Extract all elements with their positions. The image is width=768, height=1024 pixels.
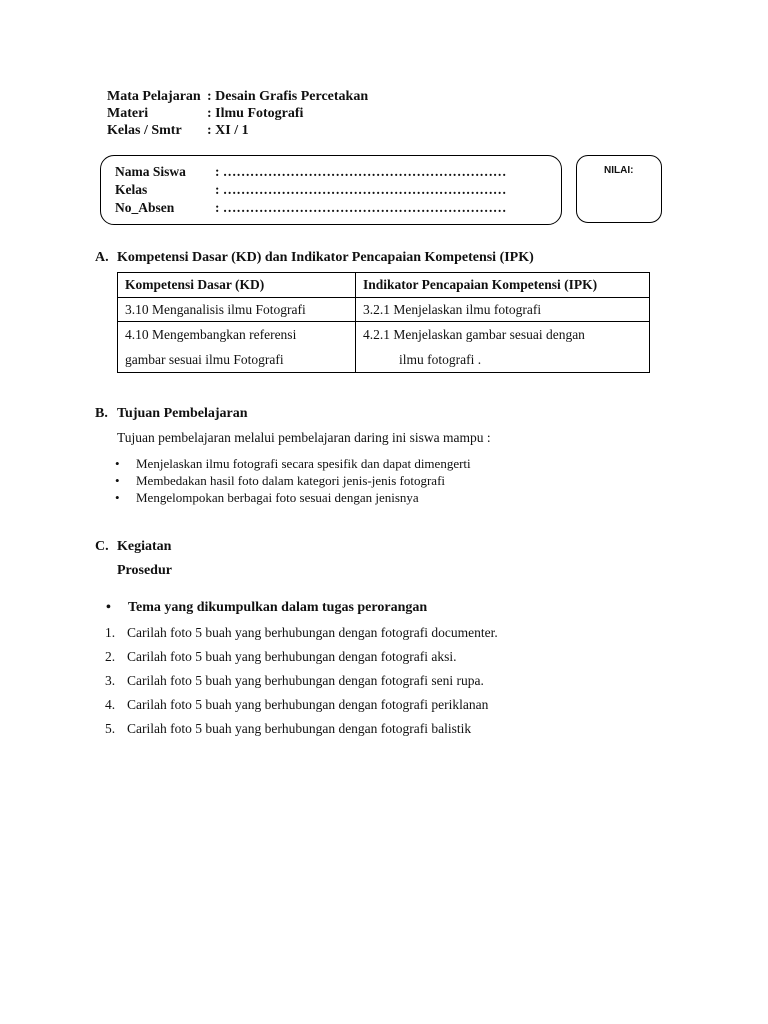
header-value: : Desain Grafis Percetakan <box>207 89 369 104</box>
header-label: Kelas / Smtr <box>107 123 182 138</box>
task-theme-text: Tema yang dikumpulkan dalam tugas perorangan <box>128 600 428 615</box>
column-header: Indikator Pencapaian Kompetensi (IPK) <box>356 273 650 298</box>
cell-line: gambar sesuai ilmu Fotografi <box>125 352 284 367</box>
table-row <box>118 298 650 322</box>
student-class-row <box>115 182 506 198</box>
student-field-label: No_Absen <box>115 200 175 215</box>
section-heading: Tujuan Pembelajaran <box>117 406 248 421</box>
item-number: 4. <box>105 697 116 712</box>
header-label: Mata Pelajaran <box>107 89 201 104</box>
student-field-label: Kelas <box>115 182 148 197</box>
list-item-text: Carilah foto 5 buah yang berhubungan dengan fotografi balistik <box>127 721 472 736</box>
student-absen-row <box>115 200 506 216</box>
list-item <box>115 490 419 506</box>
table-header-row <box>118 273 650 298</box>
section-letter: B. <box>95 406 108 421</box>
table-cell <box>118 322 356 373</box>
item-number: 5. <box>105 721 116 736</box>
student-absen-field[interactable]: : ……………………………………………………… <box>215 200 507 215</box>
list-item-text: Carilah foto 5 buah yang berhubungan dengan fotografi periklanan <box>127 697 489 712</box>
list-item <box>115 473 445 489</box>
nilai-label: NILAI: <box>604 165 634 176</box>
list-item <box>105 649 457 665</box>
cell-line: 4.2.1 Menjelaskan gambar sesuai dengan <box>363 327 585 342</box>
list-item-text: Membedakan hasil foto dalam kategori jenis-jenis fotografi <box>136 473 446 488</box>
bullet-icon: • <box>106 600 111 615</box>
task-theme-bullet <box>106 600 427 616</box>
bullet-icon: • <box>115 456 120 471</box>
student-field-label: Nama Siswa <box>115 164 186 179</box>
bullet-icon: • <box>115 490 120 505</box>
student-class-field[interactable]: : ……………………………………………………… <box>215 182 507 197</box>
table-cell: 3.2.1 Menjelaskan ilmu fotografi <box>356 298 650 322</box>
list-item <box>105 721 471 737</box>
item-number: 2. <box>105 649 116 664</box>
table-cell <box>356 322 650 373</box>
header-row-class <box>107 123 249 139</box>
section-c-title <box>95 539 171 555</box>
list-item-text: Carilah foto 5 buah yang berhubungan dengan fotografi aksi. <box>127 649 457 664</box>
nilai-box[interactable] <box>576 155 662 223</box>
column-header: Kompetensi Dasar (KD) <box>118 273 356 298</box>
header-row-material <box>107 106 303 122</box>
section-heading: Kompetensi Dasar (KD) dan Indikator Pencapaian Kompetensi (IPK) <box>117 250 534 265</box>
item-number: 3. <box>105 673 116 688</box>
table-cell: 3.10 Menganalisis ilmu Fotografi <box>118 298 356 322</box>
student-name-row <box>115 164 506 180</box>
list-item-text: Menjelaskan ilmu fotografi secara spesifik dan dapat dimengerti <box>136 456 471 471</box>
list-item <box>115 456 471 472</box>
header-value: : Ilmu Fotografi <box>207 106 304 121</box>
student-info-box <box>100 155 562 225</box>
list-item-text: Mengelompokan berbagai foto sesuai dengan jenisnya <box>136 490 419 505</box>
header-label: Materi <box>107 106 149 121</box>
list-item <box>105 673 484 689</box>
section-a-title <box>95 250 534 266</box>
section-heading: Kegiatan <box>117 539 172 554</box>
table-row <box>118 322 650 373</box>
student-name-field[interactable]: : ……………………………………………………… <box>215 164 507 179</box>
objective-intro: Tujuan pembelajaran melalui pembelajaran daring ini siswa mampu : <box>117 430 491 445</box>
bullet-icon: • <box>115 473 120 488</box>
cell-line: 4.10 Mengembangkan referensi <box>125 327 297 342</box>
list-item-text: Carilah foto 5 buah yang berhubungan dengan fotografi seni rupa. <box>127 673 484 688</box>
item-number: 1. <box>105 625 116 640</box>
cell-line: ilmu fotografi . <box>399 352 482 367</box>
section-letter: A. <box>95 250 109 265</box>
list-item-text: Carilah foto 5 buah yang berhubungan dengan fotografi documenter. <box>127 625 498 640</box>
header-row-subject <box>107 89 368 105</box>
procedure-subtitle: Prosedur <box>117 563 172 578</box>
competency-table <box>117 272 650 373</box>
list-item <box>105 625 498 641</box>
header-value: : XI / 1 <box>207 123 249 138</box>
list-item <box>105 697 488 713</box>
section-b-title <box>95 406 248 422</box>
section-letter: C. <box>95 539 109 554</box>
